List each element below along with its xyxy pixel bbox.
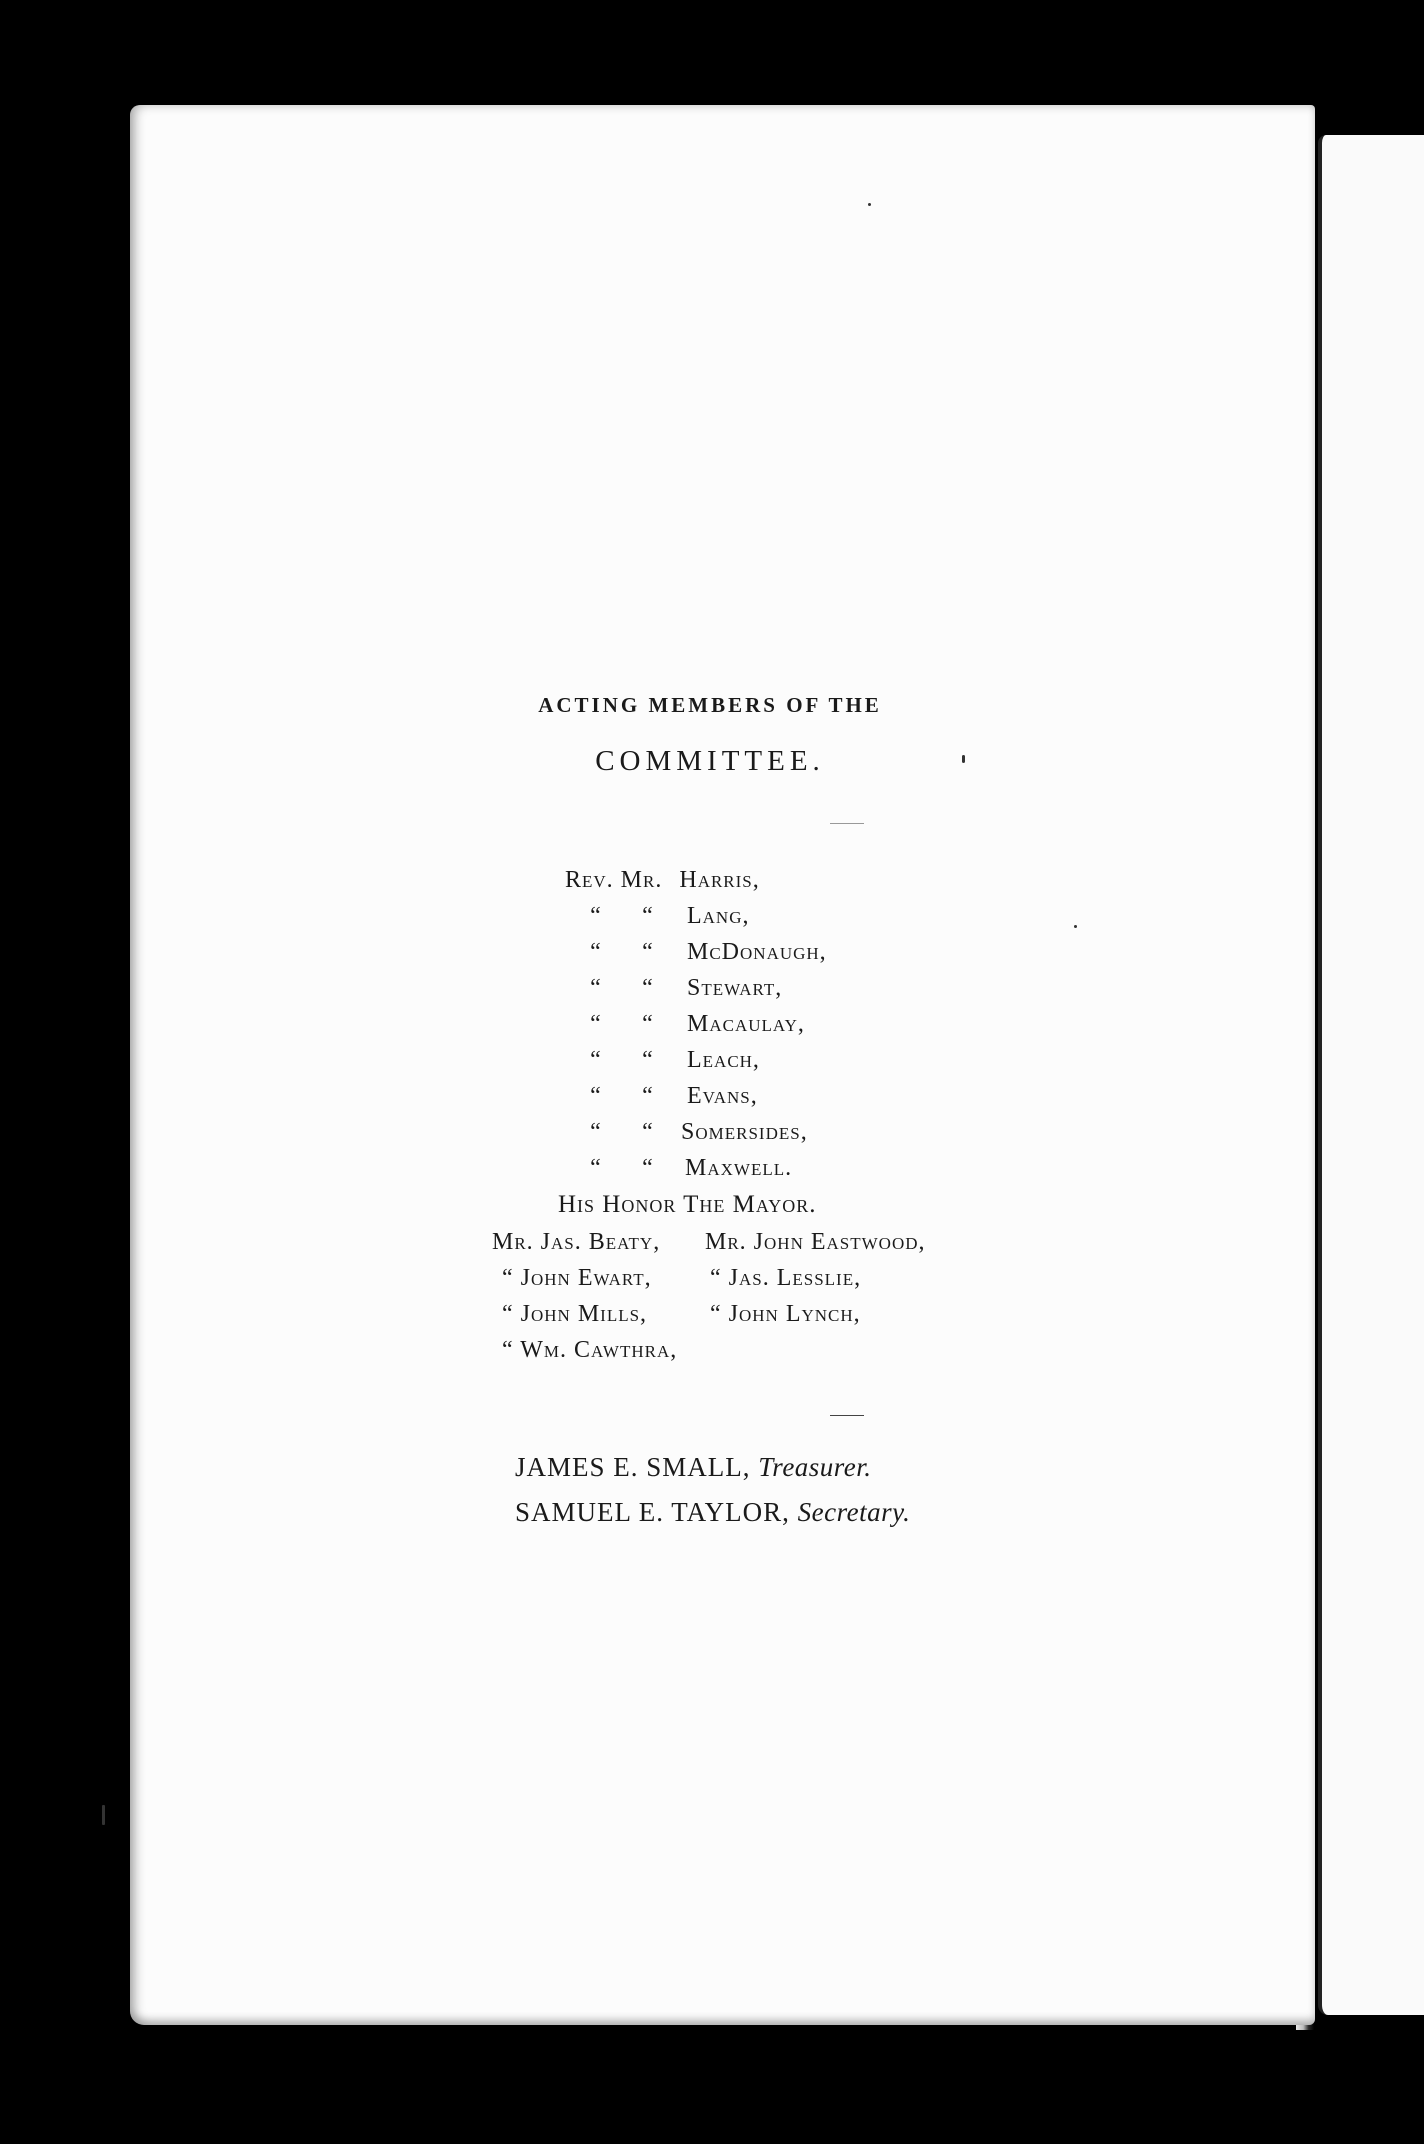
clergy-name: Stewart, (687, 975, 783, 1001)
treasurer-name: JAMES E. SMALL, (515, 1452, 751, 1482)
laymen-right: “ John Lynch, (710, 1301, 861, 1327)
mayor-entry: His Honor The Mayor. (558, 1191, 817, 1218)
ditto-mark: “ (642, 939, 654, 965)
treasurer-line (515, 1452, 872, 1483)
laymen-right: Mr. John Eastwood, (705, 1229, 926, 1255)
ditto-mark: “ (590, 1047, 602, 1073)
laymen-left: “ John Ewart, (502, 1265, 652, 1291)
adjacent-page-edge (1318, 135, 1424, 2015)
secretary-name: SAMUEL E. TAYLOR, (515, 1497, 790, 1527)
ditto-mark: “ (642, 1083, 654, 1109)
secretary-role: Secretary. (797, 1497, 911, 1527)
clergy-name: Macaulay, (687, 1011, 805, 1037)
ditto-mark: “ (590, 1083, 602, 1109)
laymen-left: “ John Mills, (502, 1301, 648, 1327)
ditto-mark: “ (590, 1155, 602, 1181)
laymen-right: “ Jas. Lesslie, (710, 1265, 862, 1291)
document-page (130, 105, 1315, 2025)
ditto-mark: “ (590, 939, 602, 965)
scan-speck (102, 1805, 105, 1825)
ditto-mark: “ (642, 1119, 654, 1145)
divider-bottom (830, 1415, 864, 1416)
clergy-entry (570, 975, 782, 1002)
ditto-mark: “ (590, 975, 602, 1001)
ditto-mark: “ (642, 903, 654, 929)
treasurer-role: Treasurer. (758, 1452, 872, 1482)
heading-acting-members: ACTING MEMBERS OF THE (538, 693, 882, 717)
ditto-mark: “ (642, 975, 654, 1001)
ditto-mark: “ (590, 1011, 602, 1037)
clergy-name: Harris, (679, 867, 760, 893)
clergy-entry (570, 1119, 808, 1146)
clergy-name: Somersides, (681, 1119, 808, 1145)
scan-speck (1074, 925, 1077, 928)
clergy-prefix: Rev. Mr. (565, 867, 663, 893)
ditto-mark: “ (590, 1119, 602, 1145)
clergy-name: Maxwell. (685, 1155, 793, 1181)
clergy-entry (570, 903, 750, 930)
clergy-name: Evans, (687, 1083, 758, 1109)
clergy-entry (570, 1047, 760, 1074)
clergy-entry (570, 1083, 758, 1110)
clergy-entry (570, 1155, 792, 1182)
ditto-mark: “ (590, 903, 602, 929)
divider-top (830, 823, 864, 824)
scan-speck (868, 203, 871, 206)
ditto-mark: “ (642, 1011, 654, 1037)
clergy-name: Leach, (687, 1047, 760, 1073)
clergy-entry (570, 1011, 805, 1038)
secretary-line (515, 1497, 910, 1528)
ditto-mark: “ (642, 1155, 654, 1181)
clergy-entry (570, 939, 827, 966)
laymen-left: Mr. Jas. Beaty, (492, 1229, 661, 1255)
clergy-name: Lang, (687, 903, 750, 929)
scan-speck (962, 755, 965, 763)
clergy-name: McDonaugh, (687, 939, 827, 965)
clergy-entry (565, 867, 760, 894)
laymen-left: “ Wm. Cawthra, (502, 1337, 678, 1363)
ditto-mark: “ (642, 1047, 654, 1073)
heading-committee: COMMITTEE. (595, 745, 825, 777)
